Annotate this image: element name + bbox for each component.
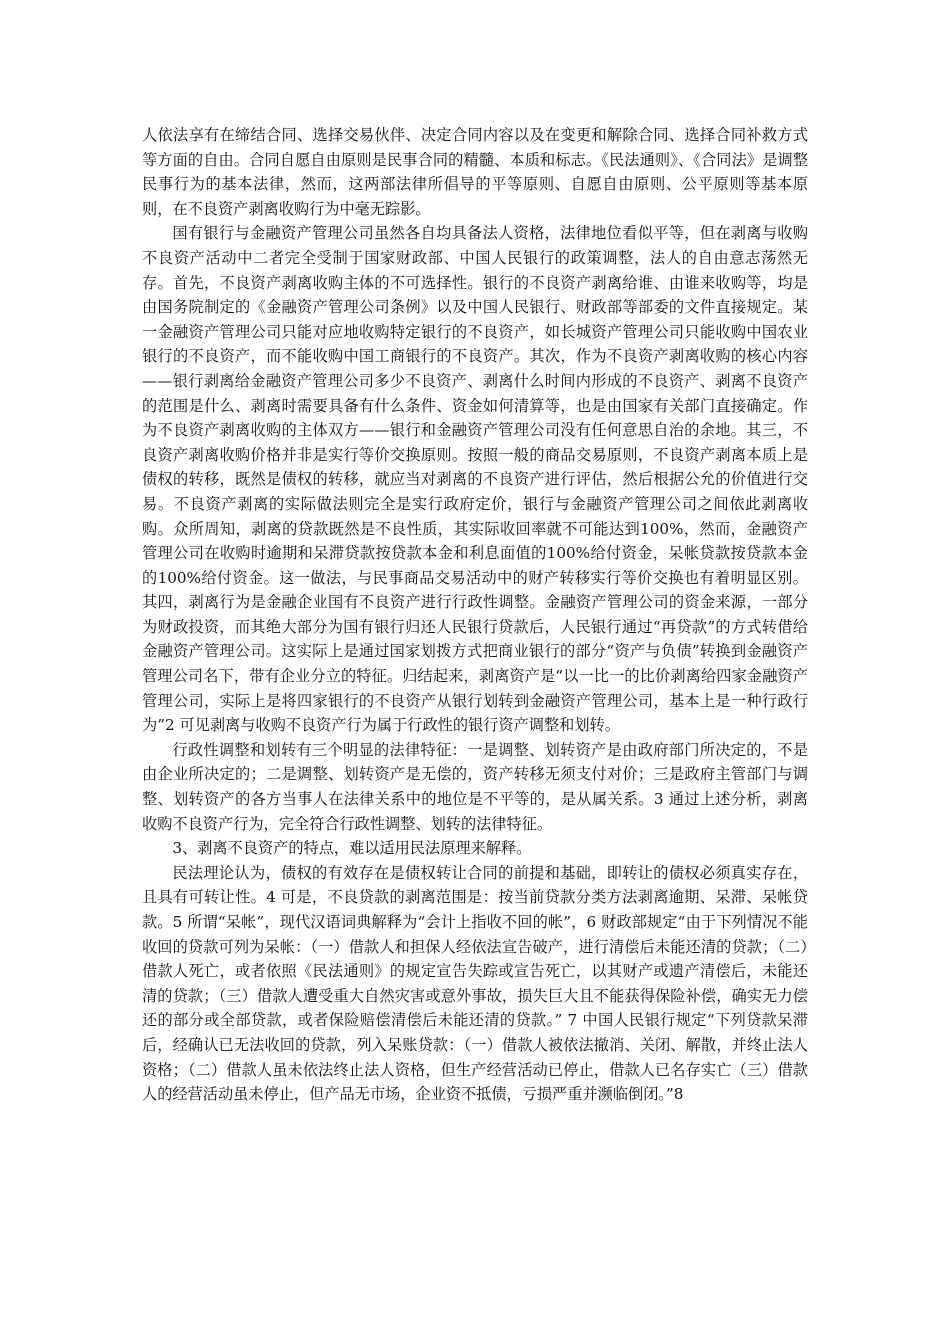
paragraph-state-banks: 国有银行与金融资产管理公司虽然各自均具备法人资格，法律地位看似平等，但在剥离与收购不良资产活动中二者完全受制于国家财政部、中国人民银行的政策调整，法人的自由意志荡然无存。首先，不良资产剥离收购主体的不可选择性。银行的不良资产剥离给谁、由谁来收购等，均是由国务院制定的《金融资产管理公司条例》以及中国人民银行、财政部等部委的文件直接规定。某一金融资产管理公司只能对应地收购特定银行的不良资产，如长城资产管理公司只能收购中国农业银行的不良资产，而不能收购中国工商银行的不良资产。其次，作为不良资产剥离收购的核心内容——银行剥离给金融资产管理公司多少不良资产、剥离什么时间内形成的不良资产、剥离不良资产的范围是什么、剥离时需要具备有什么条件、资金如何清算等，也是由国家有关部门直接确定。作为不良资产剥离收购的主体双方——银行和金融资产管理公司没有任何意思自治的余地。其三，不良资产剥离收购价格并非是实行等价交换原则。按照一般的商品交易原则，不良资产剥离本质上是债权的转移，既然是债权的转移，就应当对剥离的不良资产进行评估，然后根据公允的价值进行交易。不良资产剥离的实际做法则完全是实行政府定价，银行与金融资产管理公司之间依此剥离收购。众所周知，剥离的贷款既然是不良性质，其实际收回率就不可能达到100%，然而，金融资产管理公司在收购时逾期和呆滞贷款按贷款本金和利息面值的100%给付资金，呆帐贷款按贷款本金的100%给付资金。这一做法，与民事商品交易活动中的财产转移实行等价交换也有着明显区别。其四，剥离行为是金融企业国有不良资产进行行政性调整。金融资产管理公司的资金来源，一部分为财政投资，而其绝大部分为国有银行归还人民银行贷款后，人民银行通过“再贷款”的方式转借给金融资产管理公司。这实际上是通过国家划拨方式把商业银行的部分“资产与负债”转换到金融资产管理公司名下，带有企业分立的特征。归结起来，剥离资产是“以一比一的比价剥离给四家金融资产管理公司，实际上是将四家银行的不良资产从银行划转到金融资产管理公司，基本上是一种行政行为”2 可见剥离与收购不良资产行为属于行政性的银行资产调整和划转。 xyxy=(142,224,808,735)
paragraph-civil-law-theory: 民法理论认为，债权的有效存在是债权转让合同的前提和基础，即转让的债权必须真实存在，且具有可转让性。4 可是，不良贷款的剥离范围是：按当前贷款分类方法剥离逾期、呆滞、呆帐贷款。5 所谓“呆帐”，现代汉语词典解释为“会计上指收不回的帐”，6 财政部规定“由于下列情况不能收回的贷款可列为呆帐：（一）借款人和担保人经依法宣告破产，进行清偿后未能还清的贷款；（二）借款人死亡，或者依照《民法通则》的规定宣告失踪或宣告死亡，以其财产或遗产清偿后，未能还清的贷款；（三）借款人遭受重大自然灾害或意外事故，损失巨大且不能获得保险补偿，确实无力偿还的部分或全部贷款，或者保险赔偿清偿后未能还清的贷款。” 7 中国人民银行规定“下列贷款呆滞后，经确认已无法收回的贷款，列入呆账贷款：（一）借款人被依法撤消、关闭、解散，并终止法人资格；（二）借款人虽未依法终止法人资格，但生产经营活动已停止，借款人已名存实亡（三）借款人的经营活动虽未停止，但产品无市场，企业资不抵债，亏损严重并濒临倒闭。”8 xyxy=(142,863,808,1104)
section-heading: 3、剥离不良资产的特点，难以适用民法原理来解释。 xyxy=(172,839,532,858)
document-body xyxy=(142,123,808,1107)
paragraph-administrative-features: 行政性调整和划转有三个明显的法律特征：一是调整、划转资产是由政府部门所决定的，不是由企业所决定的；二是调整、划转资产是无偿的，资产转移无须支付对价；三是政府主管部门与调整、划转资产的各方当事人在法律关系中的地位是不平等的，是从属关系。3 通过上述分析，剥离收购不良资产行为，完全符合行政性调整、划转的法律特征。 xyxy=(142,740,808,833)
paragraph-contract-freedom: 人依法享有在缔结合同、选择交易伙伴、决定合同内容以及在变更和解除合同、选择合同补救方式等方面的自由。合同自愿自由原则是民事合同的精髓、本质和标志。《民法通则》、《合同法》是调整民事行为的基本法律，然而，这两部法律所倡导的平等原则、自愿自由原则、公平原则等基本原则，在不良资产剥离收购行为中毫无踪影。 xyxy=(142,126,808,218)
